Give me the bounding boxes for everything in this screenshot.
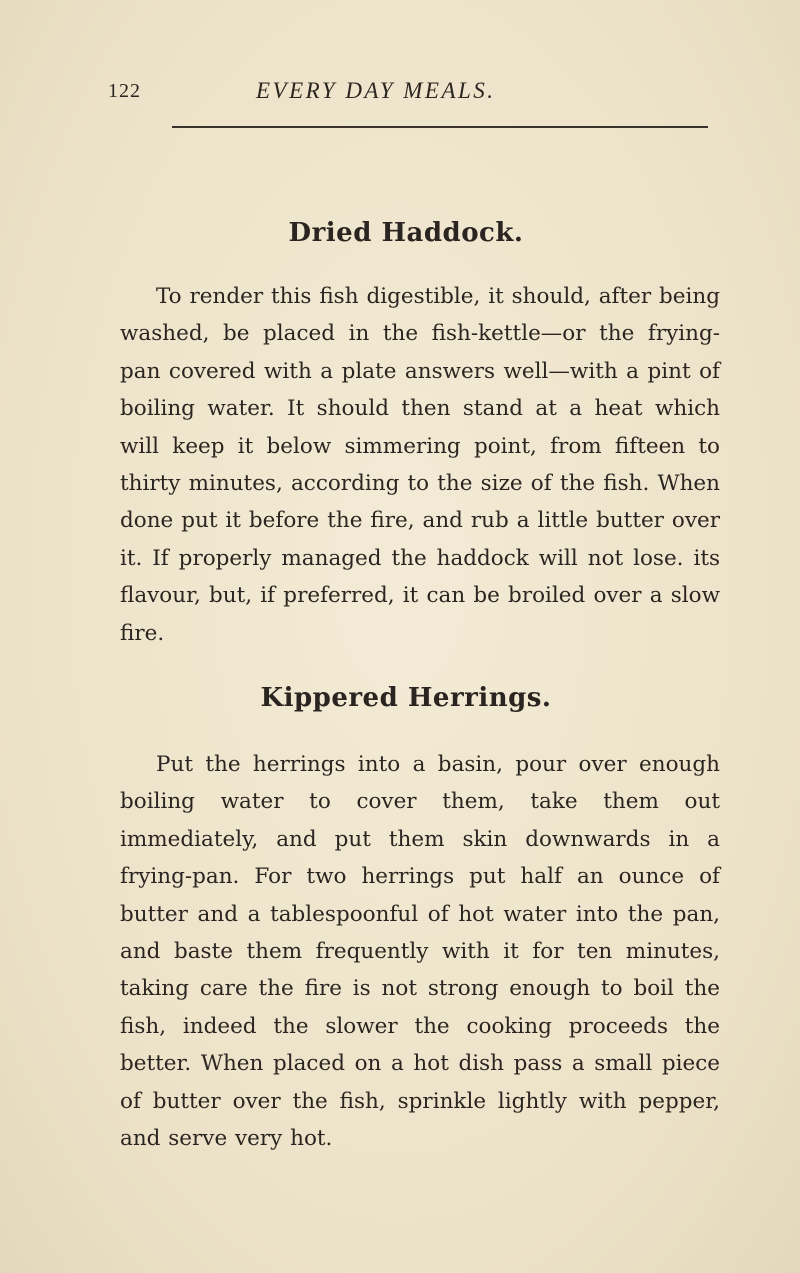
- section-heading-dried-haddock: Dried Haddock.: [288, 218, 524, 248]
- running-title: EVERY DAY MEALS.: [256, 78, 496, 103]
- header-rule: [172, 126, 708, 128]
- running-head: [108, 78, 708, 108]
- page-number: 122: [108, 80, 141, 102]
- section-heading-kippered-herrings: Kippered Herrings.: [260, 683, 552, 713]
- section-body-kippered-herrings: Put the herrings into a basin, pour over enough boiling water to cover them, take them out immediately, and put them skin downwards in a frying-pan. For two herrings put half an ounce of butter and a tablespoonful of hot water into the pan, and baste them frequently with it for ten minutes, taking care the fire is not strong enough to boil the fish, indeed the slower the cooking proceeds the better. When placed on a hot dish pass a small piece of butter over the fish, sprinkle lightly with pepper, and serve very hot.: [120, 752, 720, 1152]
- section-body-dried-haddock: To render this fish digestible, it should, after being washed, be placed in the fish-kettle—or the frying-pan covered with a plate answers well—with a pint of boiling water. It should then stand at a heat which will keep it below simmering point, from fifteen to thirty minutes, according to the size of the fish. When done put it before the fire, and rub a little butter over it. If properly managed the haddock will not lose. its flavour, but, if preferred, it can be broiled over a slow fire.: [120, 284, 720, 646]
